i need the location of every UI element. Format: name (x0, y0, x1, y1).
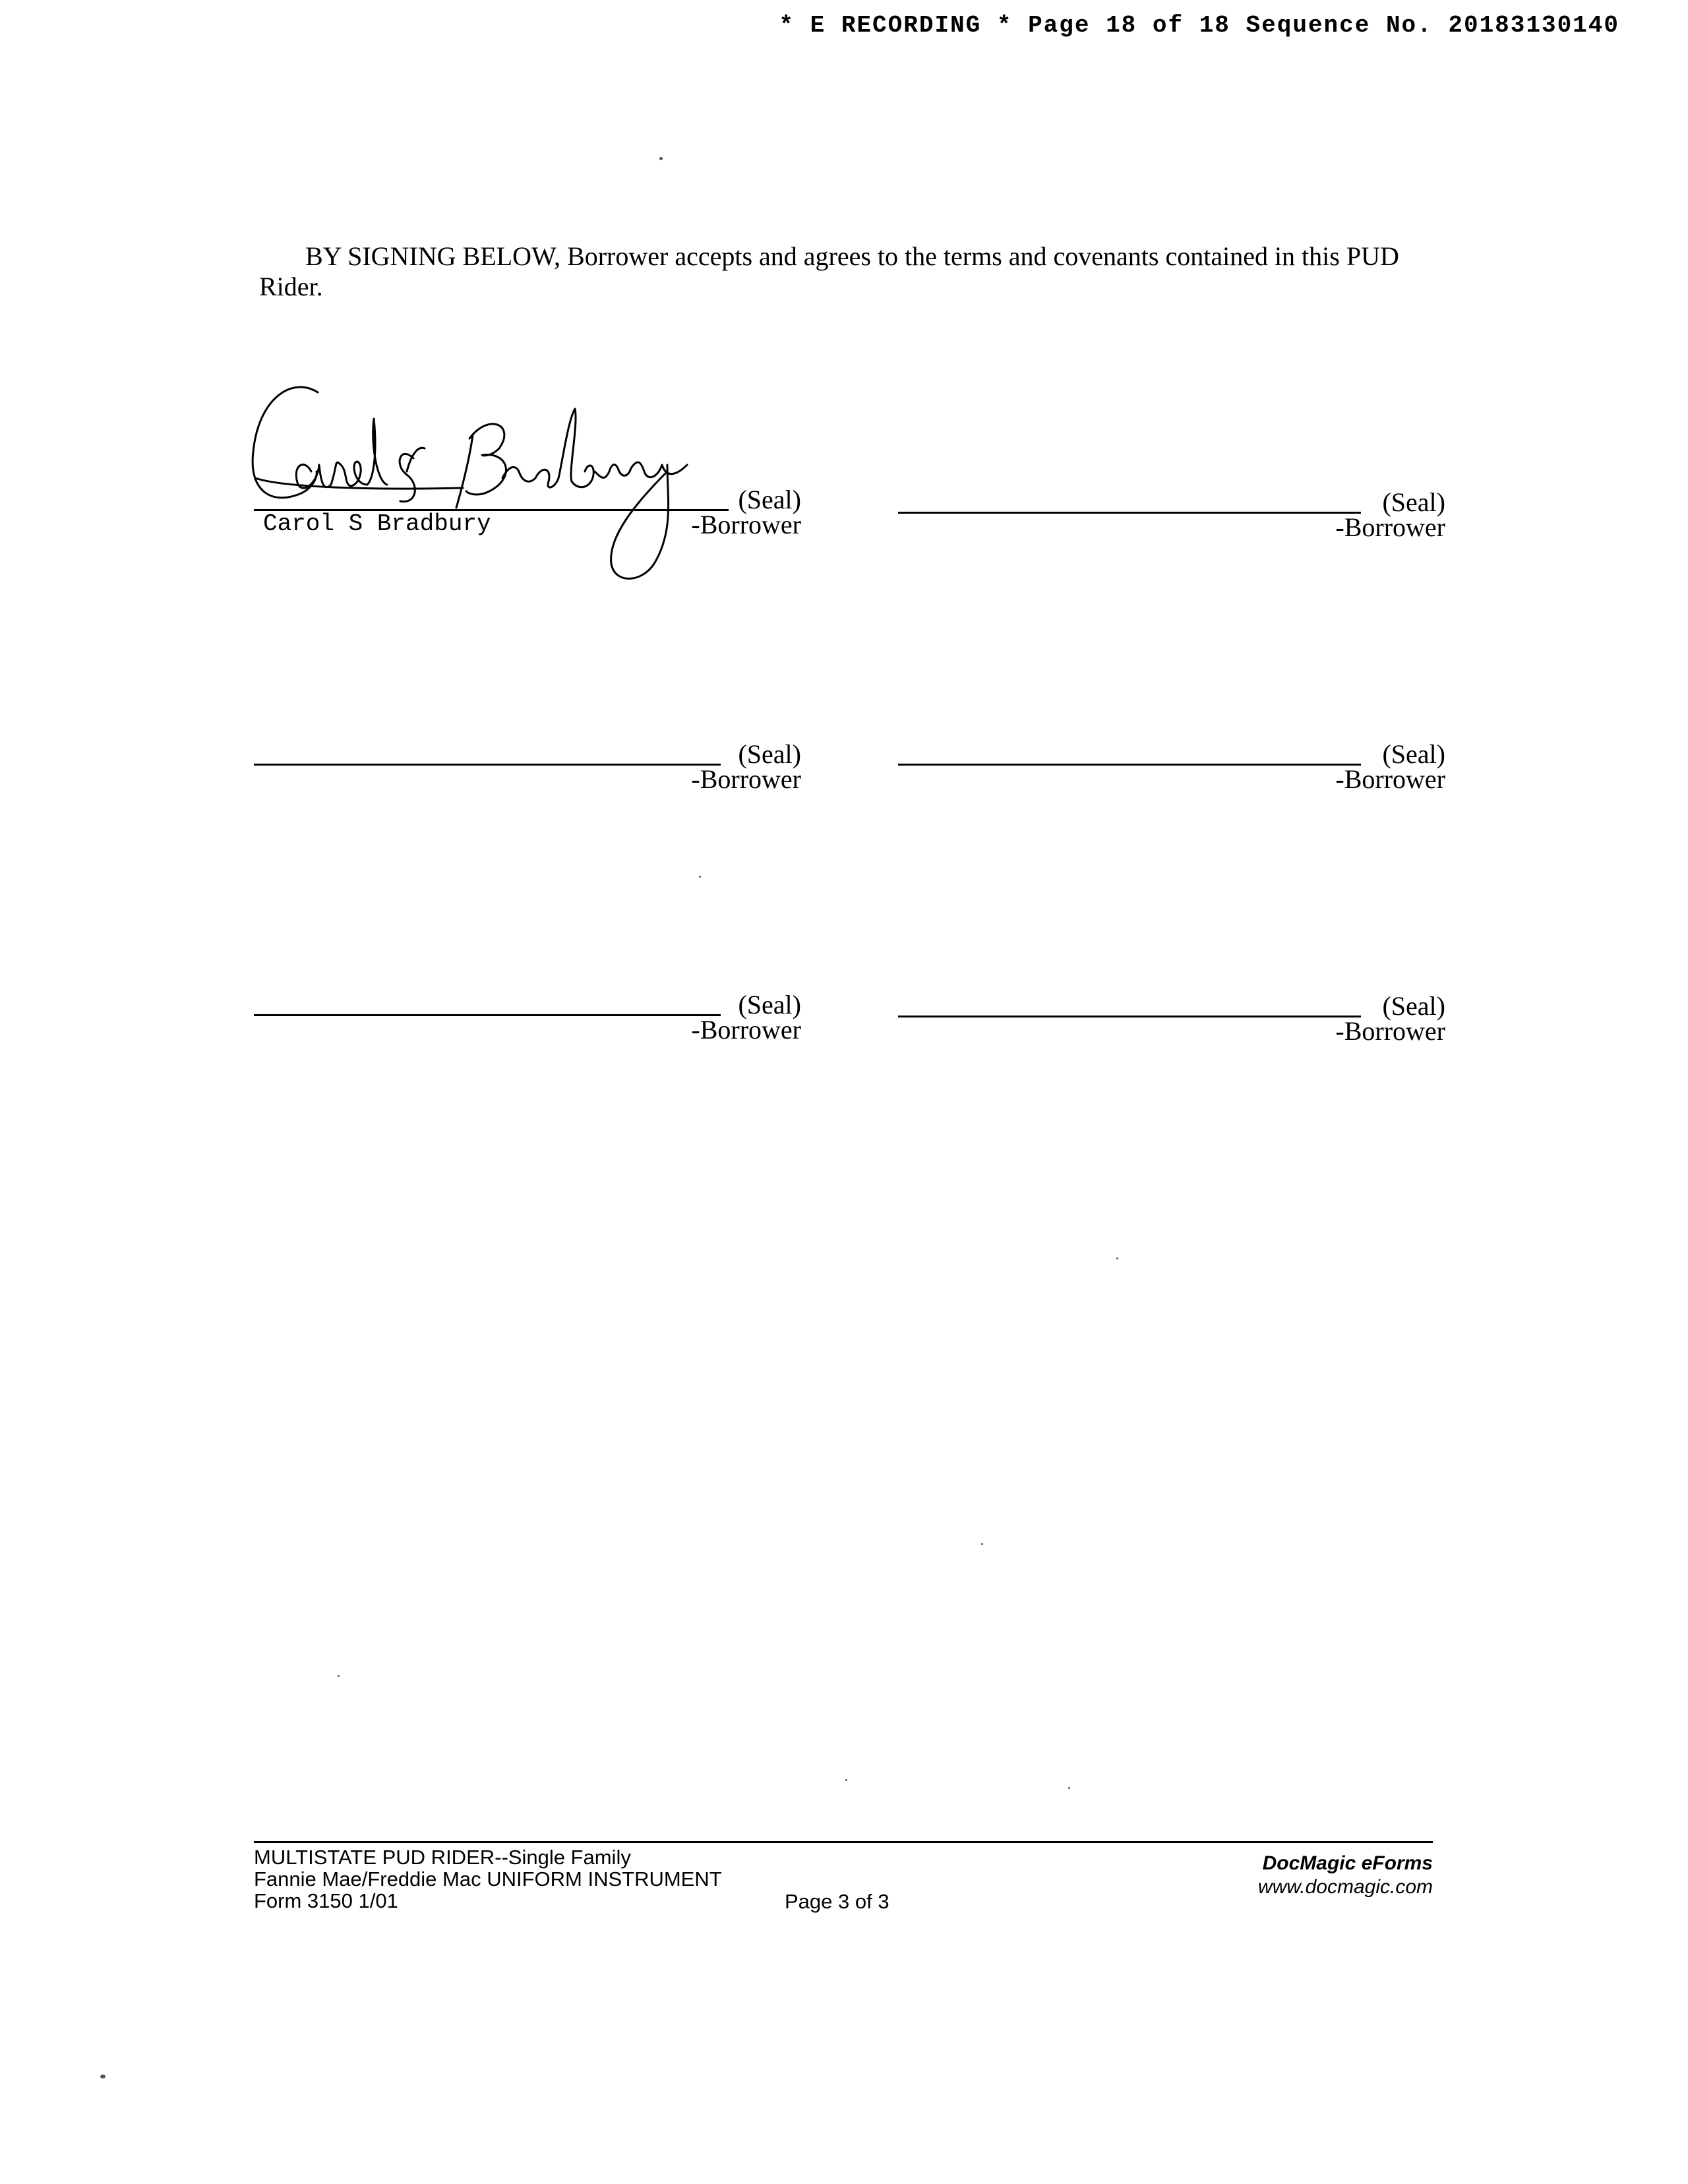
intro-paragraph (259, 241, 1446, 302)
signature-line (898, 512, 1361, 514)
seal-label: (Seal) (1382, 487, 1445, 517)
form-title: MULTISTATE PUD RIDER--Single Family (254, 1846, 631, 1869)
printed-name: Carol S Bradbury (263, 510, 491, 537)
seal-label: (Seal) (1382, 739, 1445, 769)
scan-speck (338, 1675, 340, 1677)
borrower-label: -Borrower (1335, 512, 1445, 542)
scan-speck (845, 1779, 847, 1781)
seal-label: (Seal) (1382, 991, 1445, 1021)
seal-label: (Seal) (738, 485, 801, 514)
publisher-website: www.docmagic.com (1257, 1876, 1433, 1898)
recording-header: * E RECORDING * Page 18 of 18 Sequence No. 20183130140 (779, 12, 1619, 39)
signature-block-2 (898, 485, 1445, 545)
borrower-label: -Borrower (1335, 1016, 1445, 1046)
publisher-logo: DocMagic eForms (1262, 1852, 1433, 1874)
signature-block-3 (254, 737, 801, 797)
scan-speck (100, 2075, 106, 2078)
signature-block-5 (254, 988, 801, 1047)
intro-text: BY SIGNING BELOW, Borrower accepts and agrees to the terms and covenants contained in this PUD Rider. (259, 241, 1399, 301)
signature-block-6 (898, 989, 1445, 1048)
borrower-label: -Borrower (1335, 764, 1445, 794)
signature-line (898, 764, 1361, 766)
signature-line (898, 1016, 1361, 1017)
seal-label: (Seal) (738, 990, 801, 1019)
publisher-info (1258, 1852, 1433, 1899)
handwritten-signature (245, 373, 746, 590)
signature-block-4 (898, 737, 1445, 797)
scan-speck (1116, 1258, 1118, 1259)
signature-line (254, 1014, 721, 1016)
form-identification (254, 1846, 722, 1912)
scan-speck (981, 1543, 983, 1545)
scan-speck (1068, 1787, 1070, 1789)
form-number: Form 3150 1/01 (254, 1889, 398, 1912)
scan-speck (699, 876, 701, 878)
borrower-label: -Borrower (691, 764, 801, 794)
scan-speck (659, 157, 663, 160)
form-instrument: Fannie Mae/Freddie Mac UNIFORM INSTRUMENT (254, 1867, 722, 1891)
borrower-label: -Borrower (691, 510, 801, 539)
footer-divider (254, 1841, 1433, 1843)
signature-line (254, 764, 721, 766)
seal-label: (Seal) (738, 739, 801, 769)
page-number: Page 3 of 3 (785, 1890, 889, 1913)
borrower-label: -Borrower (691, 1015, 801, 1045)
